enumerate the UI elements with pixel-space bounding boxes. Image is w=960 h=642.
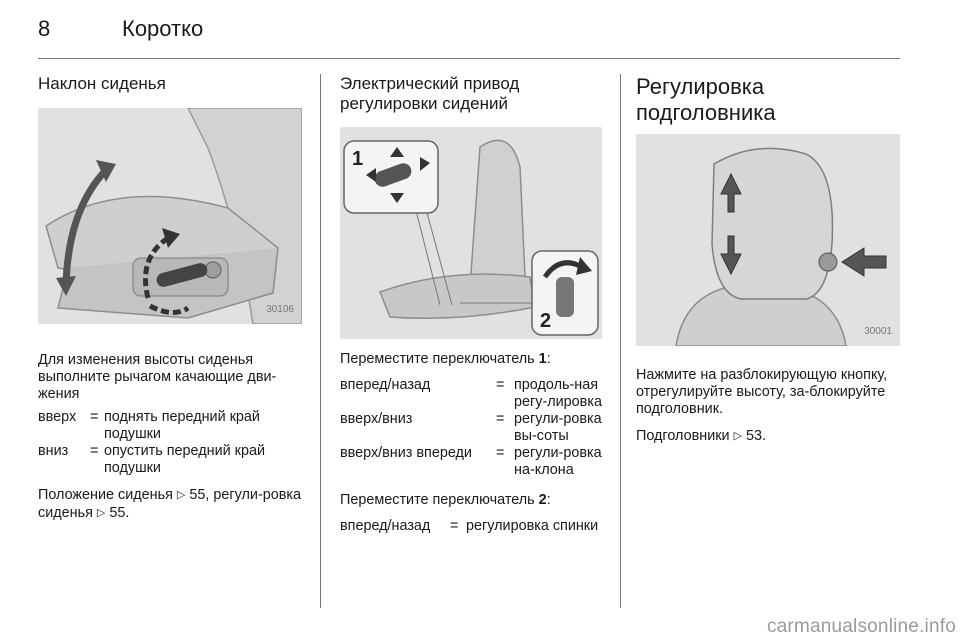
- definition-row: [340, 518, 602, 535]
- definition-sep: =: [90, 409, 99, 425]
- section-heading-seat-tilt: Наклон сиденья: [38, 74, 166, 93]
- instruction-colon: :: [546, 351, 551, 367]
- watermark: carmanualsonline.info: [766, 616, 956, 637]
- definition-row: [340, 411, 602, 445]
- definition-sep: =: [496, 377, 505, 393]
- power-seat-drawing: [340, 127, 602, 339]
- cross-reference-end: .: [125, 505, 130, 521]
- definition-sep: =: [450, 518, 459, 534]
- switch-number: 2: [538, 492, 547, 508]
- definition-sep: =: [496, 445, 505, 461]
- figure-code: 30106: [266, 304, 294, 315]
- column-power-seat: [340, 74, 602, 535]
- instruction-text: Переместите переключатель: [340, 492, 539, 508]
- section-heading-head-restraint: Регулировка подголовника: [636, 74, 776, 125]
- seat-tilt-cross-reference: [38, 487, 304, 523]
- column-seat-tilt: [38, 74, 304, 523]
- callout-2: 2: [540, 310, 552, 332]
- head-restraint-cross-reference: [636, 428, 902, 446]
- definition-key: вверх/вниз впереди: [340, 445, 472, 461]
- seat-tilt-illustration: [38, 108, 302, 324]
- definition-value: регулировка спинки: [466, 518, 599, 534]
- definition-row: [38, 409, 304, 443]
- column-head-restraint: [636, 74, 902, 446]
- instruction-colon: :: [546, 492, 551, 508]
- head-restraint-instruction: Нажмите на разблокирующую кнопку, отрегулируйте высоту, за-блокируйте подголовник.: [636, 367, 888, 417]
- page-reference: 55: [109, 505, 126, 521]
- page-reference: 53: [746, 428, 763, 444]
- definition-value: регули-ровка на-клона: [514, 445, 602, 478]
- seat-tilt-drawing: [38, 108, 302, 324]
- triangle-right-icon: ▷: [96, 507, 106, 519]
- definition-value: опустить передний край подушки: [104, 443, 265, 476]
- page-reference: 55: [189, 487, 206, 503]
- switch-2-instruction: [340, 492, 602, 509]
- section-heading-power-seat: Электрический привод регулировки сидений: [340, 74, 520, 113]
- head-restraint-illustration: [636, 134, 900, 346]
- cross-reference-text: , регули-ровка сиденья: [38, 487, 302, 521]
- figure-code: 30001: [864, 326, 892, 337]
- definition-key: вверх: [38, 409, 77, 425]
- definition-sep: =: [90, 443, 99, 459]
- definition-key: вперед/назад: [340, 518, 431, 534]
- column-divider-1: [320, 74, 321, 608]
- cross-reference-end: .: [762, 428, 767, 444]
- power-seat-illustration: [340, 127, 602, 339]
- definition-row: [340, 377, 602, 411]
- seat-tilt-definitions: [38, 409, 304, 477]
- cross-reference-text: Положение сиденья: [38, 487, 177, 503]
- header-rule: [38, 58, 900, 59]
- definition-key: вниз: [38, 443, 69, 459]
- triangle-right-icon: ▷: [733, 430, 743, 442]
- page-number: 8: [38, 16, 51, 41]
- definition-row: [38, 443, 304, 477]
- switch-1-definitions: [340, 377, 602, 479]
- triangle-right-icon: ▷: [176, 489, 186, 501]
- switch-2-definitions: [340, 518, 602, 535]
- head-restraint-drawing: [636, 134, 900, 346]
- seat-tilt-instruction: Для изменения высоты сиденья выполните рычагом качающие дви-жения: [38, 352, 277, 402]
- cross-reference-text: Подголовники: [636, 428, 734, 444]
- definition-row: [340, 445, 602, 479]
- definition-value: поднять передний край подушки: [104, 409, 260, 442]
- column-divider-2: [620, 74, 621, 608]
- instruction-text: Переместите переключатель: [340, 351, 539, 367]
- definition-value: регули-ровка вы-соты: [514, 411, 602, 444]
- definition-sep: =: [496, 411, 505, 427]
- definition-value: продоль-ная регу-лировка: [514, 377, 602, 410]
- callout-1: 1: [352, 148, 364, 170]
- switch-number: 1: [538, 351, 547, 367]
- definition-key: вверх/вниз: [340, 411, 413, 427]
- page-title: Коротко: [122, 16, 204, 41]
- switch-1-instruction: [340, 351, 602, 368]
- definition-key: вперед/назад: [340, 377, 431, 393]
